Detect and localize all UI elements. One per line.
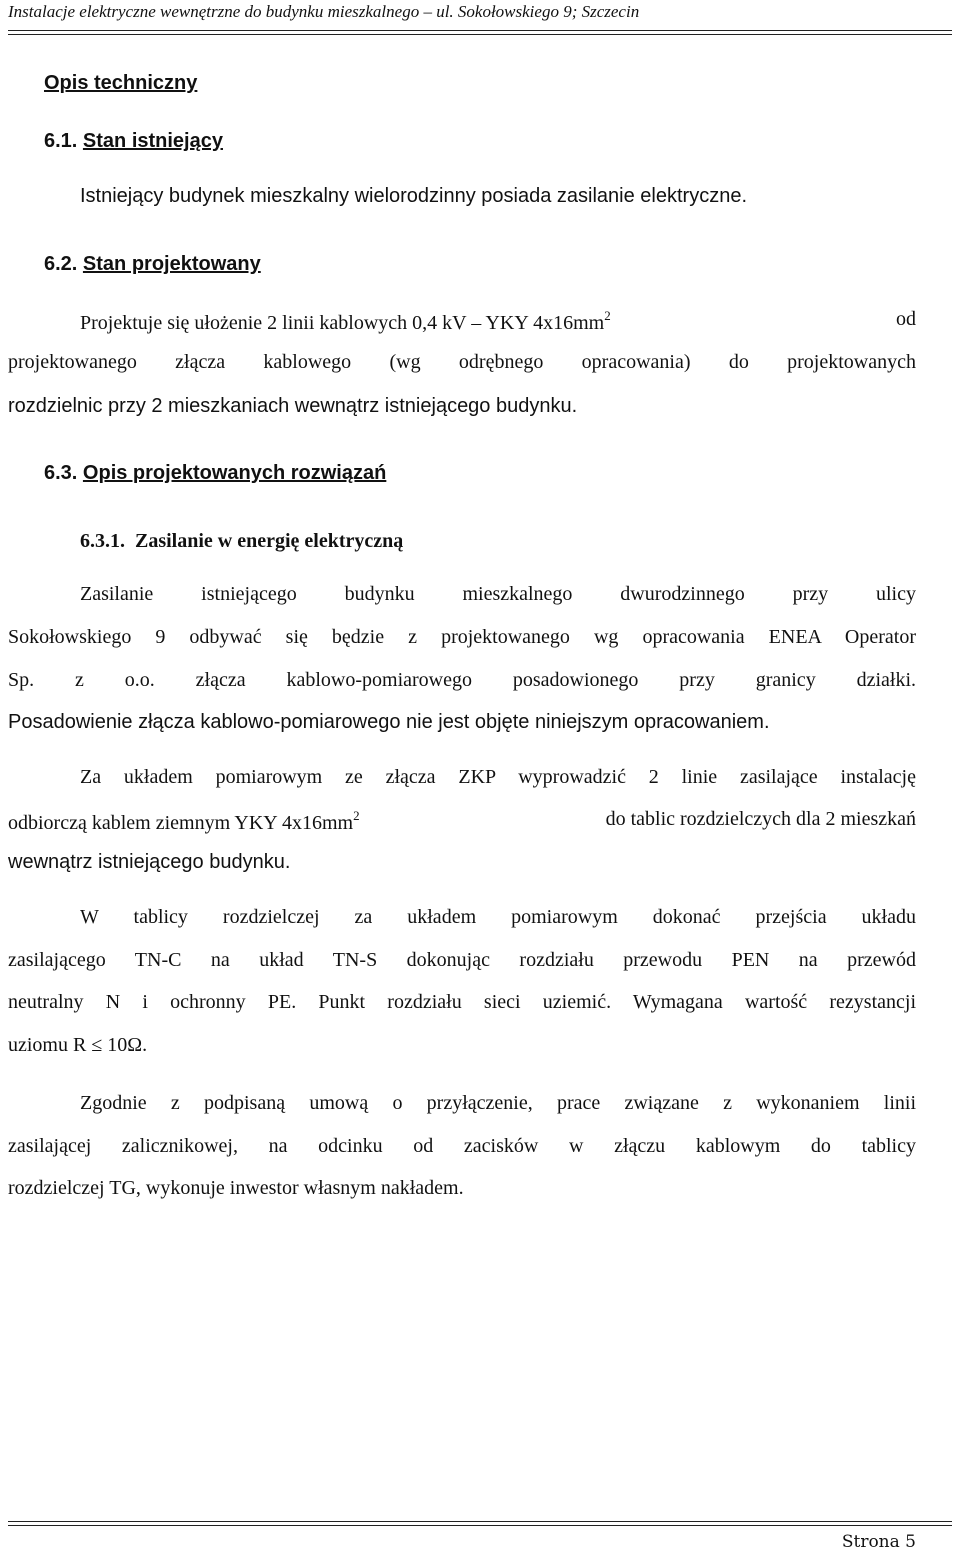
- paragraph-2-line-1: Za układem pomiarowym ze złącza ZKP wyprowadzić 2 linie zasilające instalację: [80, 766, 916, 788]
- text-run: Projektuje się ułożenie 2 linii kablowych 0,4 kV – YKY 4x16mm: [80, 312, 605, 334]
- section-title: Zasilanie w energię elektryczną: [135, 530, 404, 552]
- section-heading-6-3-1: [80, 530, 403, 553]
- superscript: 2: [353, 808, 360, 823]
- main-heading: Opis techniczny: [44, 72, 198, 94]
- paragraph-6-1: Istniejący budynek mieszkalny wielorodzinny posiada zasilanie elektryczne.: [80, 185, 748, 207]
- section-heading-6-3: [44, 462, 386, 485]
- header-title: Instalacje elektryczne wewnętrzne do budynku mieszkalnego – ul. Sokołowskiego 9; Szczecin: [8, 2, 640, 21]
- header-rule: [8, 30, 952, 31]
- section-title: Stan projektowany: [82, 253, 261, 275]
- text-run: od: [896, 308, 916, 330]
- footer-rule-2: [8, 1525, 952, 1526]
- paragraph-4-line-1: Zgodnie z podpisaną umową o przyłączenie, prace związane z wykonaniem linii: [80, 1092, 916, 1114]
- section-title: Opis projektowanych rozwiązań: [82, 462, 387, 484]
- page-number: Strona 5: [841, 1532, 916, 1552]
- footer-rule: [8, 1521, 952, 1522]
- section-title: Stan istniejący: [82, 130, 223, 152]
- paragraph-6-2-line-3: rozdzielnic przy 2 mieszkaniach wewnątrz istniejącego budynku.: [8, 395, 578, 417]
- paragraph-2-line-3: wewnątrz istniejącego budynku.: [8, 851, 291, 873]
- paragraph-3-line-2: zasilającego TN-C na układ TN-S dokonując rozdziału przewodu PEN na przewód: [8, 949, 916, 971]
- superscript: 2: [604, 308, 611, 323]
- paragraph-6-2-line-2: projektowanego złącza kablowego (wg odrębnego opracowania) do projektowanych: [8, 351, 916, 373]
- paragraph-4-line-3: rozdzielczej TG, wykonuje inwestor własnym nakładem.: [8, 1177, 464, 1199]
- paragraph-1-line-4: Posadowienie złącza kablowo-pomiarowego nie jest objęte niniejszym opracowaniem.: [8, 711, 770, 733]
- paragraph-1-line-2: Sokołowskiego 9 odbywać się będzie z projektowanego wg opracowania ENEA Operator: [8, 626, 916, 648]
- paragraph-1-line-3: Sp. z o.o. złącza kablowo-pomiarowego posadowionego przy granicy działki.: [8, 669, 916, 691]
- paragraph-6-2-line-1: [80, 308, 916, 335]
- header-rule-2: [8, 34, 952, 35]
- section-number: 6.2.: [44, 253, 78, 275]
- section-number: 6.1.: [44, 130, 78, 152]
- paragraph-3-line-3: neutralny N i ochronny PE. Punkt rozdziału sieci uziemić. Wymagana wartość rezystancji: [8, 991, 916, 1013]
- text-run: odbiorczą kablem ziemnym YKY 4x16mm: [8, 812, 354, 834]
- paragraph-4-line-2: zasilającej zalicznikowej, na odcinku od zacisków w złączu kablowym do tablicy: [8, 1135, 916, 1157]
- paragraph-1-line-1: Zasilanie istniejącego budynku mieszkalnego dwurodzinnego przy ulicy: [80, 583, 916, 605]
- paragraph-3-line-4: uziomu R ≤ 10Ω.: [8, 1034, 148, 1056]
- section-heading-6-1: [44, 130, 223, 153]
- paragraph-3-line-1: W tablicy rozdzielczej za układem pomiarowym dokonać przejścia układu: [80, 906, 916, 928]
- section-number: 6.3.: [44, 462, 78, 484]
- page-header: [8, 0, 952, 30]
- text-run: do tablic rozdzielczych dla 2 mieszkań: [605, 808, 916, 830]
- paragraph-2-line-2: [8, 808, 916, 835]
- section-heading-6-2: [44, 253, 261, 276]
- section-number: 6.3.1.: [80, 530, 125, 552]
